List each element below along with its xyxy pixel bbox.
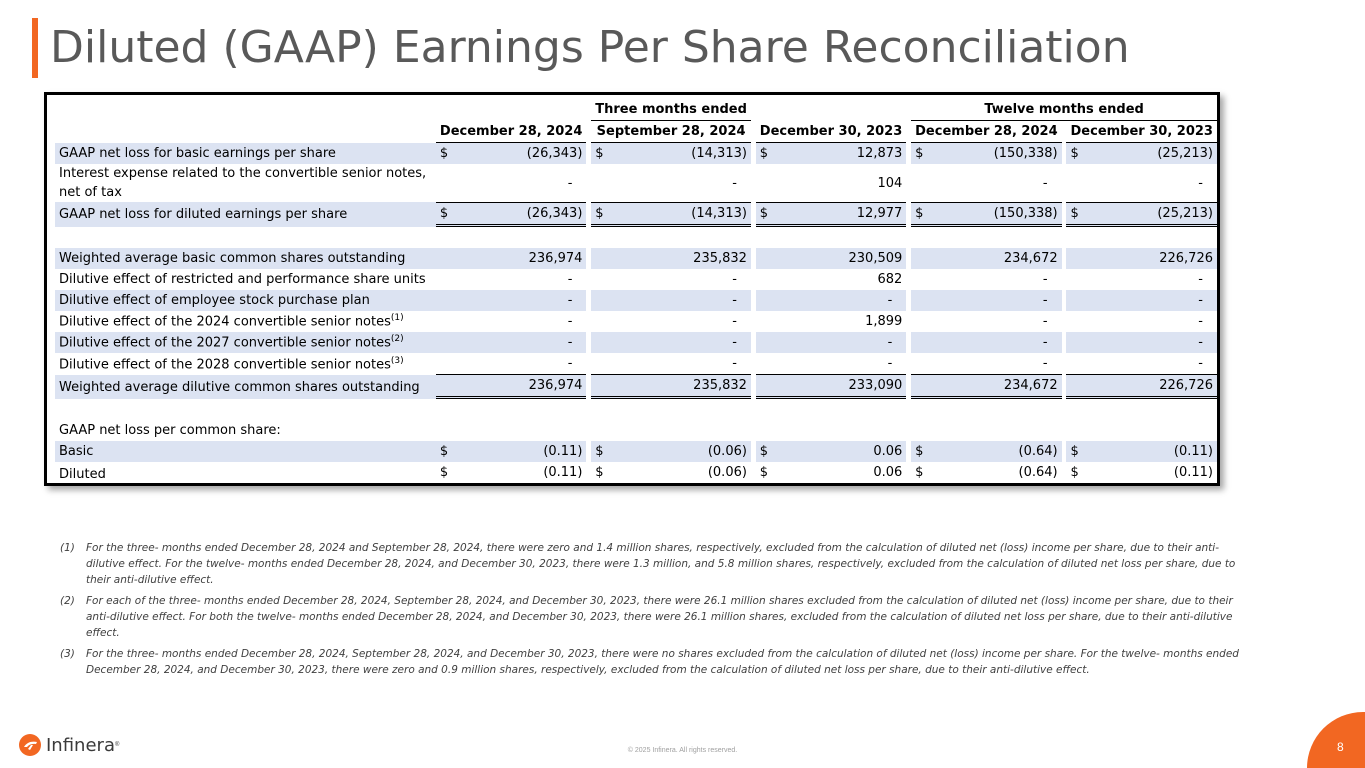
row-label	[55, 290, 436, 311]
cell-value: -	[732, 175, 737, 191]
cell-value: -	[1198, 314, 1203, 329]
footnote-reference: (1)	[390, 313, 404, 324]
row-label-text: Dilutive effect of the 2024 convertible senior notes	[59, 314, 391, 330]
table-row-restricted-units	[55, 269, 1217, 290]
footnotes	[60, 540, 1255, 683]
copyright: © 2025 Infinera. All rights reserved.	[627, 747, 738, 754]
footnote-text: For the three- months ended December 28, 2024, September 28, 2024, and December 30, 2023, there were no shares excluded from the calculation of diluted net (loss) income per share. For the twelve- months ended December 28, 2024, and December 30, 2023, there were zero and 0.9 million shares, respectively, excluded from the calculation of diluted net loss per share, due to their anti-dilutive effect.	[86, 648, 1239, 676]
reconciliation-table-frame	[44, 92, 1220, 486]
table-cell	[1066, 164, 1217, 202]
table-cell	[756, 462, 906, 486]
cell-value: (0.11)	[543, 465, 583, 480]
table-cell	[1066, 311, 1217, 332]
footnote-2	[60, 593, 1255, 641]
row-label-text: GAAP net loss for basic earnings per share	[59, 146, 336, 161]
cell-value: -	[887, 356, 893, 371]
row-label-text: Dilutive effect of the 2027 convertible senior notes	[59, 335, 391, 351]
cell-value: -	[567, 314, 573, 329]
cell-value: 234,672	[1003, 251, 1058, 266]
cell-value: 236,974	[528, 251, 583, 266]
table-row-espp	[55, 290, 1217, 311]
cell-value: 233,090	[848, 378, 903, 393]
cell-value: (0.11)	[1173, 444, 1213, 459]
cell-value: (26,343)	[526, 206, 583, 221]
currency-symbol: $	[759, 465, 769, 480]
currency-symbol: $	[759, 146, 769, 161]
row-label-text: Weighted average basic common shares outstanding	[59, 251, 406, 266]
cell-value: 230,509	[848, 251, 903, 266]
cell-value: 236,974	[528, 378, 583, 393]
table-cell	[911, 290, 1061, 311]
cell-value: (26,343)	[526, 146, 583, 161]
cell-value: -	[1042, 293, 1048, 308]
table-cell	[911, 441, 1061, 462]
cell-value: -	[1042, 314, 1048, 329]
cell-value: -	[1042, 175, 1048, 191]
row-label	[55, 311, 436, 332]
title-accent-bar	[32, 18, 38, 78]
cell-value: -	[732, 272, 737, 287]
cell-value: (25,213)	[1157, 146, 1213, 161]
cell-value: -	[887, 293, 893, 308]
table-cell	[591, 311, 751, 332]
column-header: December 28, 2024	[911, 121, 1061, 143]
table-cell	[1066, 143, 1217, 164]
column-header: December 28, 2024	[436, 121, 586, 143]
currency-symbol: $	[1070, 146, 1079, 161]
footnote-3	[60, 646, 1255, 678]
cell-value: 234,672	[1003, 378, 1058, 393]
cell-value: -	[1042, 272, 1048, 287]
table-row-notes-2027	[55, 332, 1217, 353]
cell-value: -	[732, 293, 737, 308]
table-cell	[436, 462, 586, 486]
row-label-text: Diluted	[59, 466, 106, 482]
table-cell	[436, 143, 586, 164]
table-cell	[1066, 290, 1217, 311]
cell-value: 0.06	[873, 444, 903, 459]
row-label	[55, 202, 436, 227]
table-cell	[591, 353, 751, 375]
row-label	[55, 164, 436, 202]
cell-value: (0.64)	[1018, 444, 1058, 459]
currency-symbol: $	[759, 444, 769, 459]
table-cell	[911, 375, 1061, 399]
cell-value: -	[1198, 293, 1203, 308]
table-cell	[911, 311, 1061, 332]
table-cell	[756, 441, 906, 462]
row-label-text: Basic	[59, 444, 94, 459]
column-header: December 30, 2023	[756, 121, 906, 143]
table-row-basic	[55, 441, 1217, 462]
cell-value: (0.64)	[1018, 465, 1058, 480]
group-header-row	[55, 99, 1217, 121]
cell-value: (0.06)	[707, 444, 747, 459]
table-row-interest-expense	[55, 164, 1217, 202]
table-cell	[591, 290, 751, 311]
table-cell	[436, 441, 586, 462]
table-cell	[756, 143, 906, 164]
table-row-notes-2028	[55, 353, 1217, 375]
footnote-marker: (3)	[60, 648, 75, 660]
currency-symbol: $	[595, 206, 604, 221]
currency-symbol: $	[1070, 465, 1079, 480]
cell-value: 12,977	[856, 206, 903, 221]
table-row-wavg-basic	[55, 248, 1217, 269]
table-cell	[756, 290, 906, 311]
table-cell	[1066, 248, 1217, 269]
cell-value: -	[732, 335, 737, 350]
row-label	[55, 353, 436, 375]
table-cell	[436, 353, 586, 375]
footnote-text: For the three- months ended December 28, 2024 and September 28, 2024, there were zero and 1.4 million shares, respectively, excluded from the calculation of diluted net (loss) income per share, due to their anti-dilutive effect. For the twelve- months ended December 28, 2024, and December 30, 2023, there were 1.3 million, and 5.8 million shares, respectively, excluded from the calculation of diluted net loss per share, due to their anti-dilutive effect.	[86, 542, 1236, 586]
table-cell	[756, 332, 906, 353]
table-cell	[436, 269, 586, 290]
currency-symbol: $	[915, 146, 924, 161]
currency-symbol: $	[439, 146, 449, 161]
row-label-text: Dilutive effect of restricted and performance share units	[59, 272, 426, 287]
table-cell	[911, 353, 1061, 375]
table-row-net-loss-diluted	[55, 202, 1217, 227]
cell-value: -	[1042, 356, 1048, 371]
cell-value: 12,873	[856, 146, 903, 161]
cell-value: 235,832	[693, 251, 747, 266]
cell-value: -	[1198, 272, 1203, 287]
row-label-text: Dilutive effect of the 2028 convertible senior notes	[59, 357, 391, 373]
date-header-row	[55, 121, 1217, 143]
cell-value: 682	[877, 272, 903, 287]
trademark-icon: ®	[114, 742, 120, 748]
table-cell	[756, 375, 906, 399]
group-header-twelve-months: Twelve months ended	[911, 99, 1217, 121]
table-cell	[1066, 332, 1217, 353]
row-label	[55, 462, 436, 486]
table-cell	[591, 462, 751, 486]
cell-value: -	[732, 314, 737, 329]
currency-symbol: $	[595, 146, 604, 161]
column-header: December 30, 2023	[1066, 121, 1217, 143]
currency-symbol: $	[915, 444, 924, 459]
reconciliation-table	[55, 99, 1217, 486]
table-cell	[911, 332, 1061, 353]
currency-symbol: $	[595, 444, 604, 459]
cell-value: -	[887, 335, 893, 350]
spacer-row	[55, 227, 1217, 248]
cell-value: (0.06)	[707, 465, 747, 480]
cell-value: (0.11)	[543, 444, 583, 459]
table-cell	[436, 164, 586, 202]
cell-value: -	[1198, 335, 1203, 350]
table-cell	[756, 164, 906, 202]
row-label	[55, 375, 436, 399]
cell-value: -	[567, 356, 573, 371]
table-row-per-share-header	[55, 420, 1217, 441]
table-cell	[1066, 375, 1217, 399]
table-cell	[1066, 353, 1217, 375]
cell-value: 235,832	[693, 378, 747, 393]
cell-value: -	[567, 272, 573, 287]
table-cell	[1066, 462, 1217, 486]
table-cell	[1066, 441, 1217, 462]
cell-value: 1,899	[865, 314, 903, 329]
page-number-badge	[1307, 712, 1365, 768]
cell-value: (14,313)	[691, 146, 747, 161]
table-cell	[911, 143, 1061, 164]
cell-value: -	[1042, 335, 1048, 350]
table-row-net-loss-basic	[55, 143, 1217, 164]
table-cell	[756, 202, 906, 227]
currency-symbol: $	[915, 206, 924, 221]
cell-value: -	[732, 356, 737, 371]
table-cell	[911, 248, 1061, 269]
currency-symbol: $	[439, 444, 449, 459]
row-label	[55, 269, 436, 290]
table-cell	[591, 332, 751, 353]
cell-value: -	[567, 293, 573, 308]
table-cell	[1066, 202, 1217, 227]
table-cell	[911, 202, 1061, 227]
table-row-diluted	[55, 462, 1217, 486]
currency-symbol: $	[1070, 206, 1079, 221]
currency-symbol: $	[439, 465, 449, 480]
cell-value: -	[1198, 175, 1203, 191]
table-cell	[756, 353, 906, 375]
cell-value: 226,726	[1159, 251, 1213, 266]
table-cell	[436, 248, 586, 269]
currency-symbol: $	[439, 206, 449, 221]
cell-value: (150,338)	[993, 206, 1058, 221]
group-header-three-months: Three months ended	[591, 99, 751, 121]
table-row-notes-2024	[55, 311, 1217, 332]
table-cell	[911, 269, 1061, 290]
row-label	[55, 441, 436, 462]
row-label	[55, 248, 436, 269]
table-cell	[591, 202, 751, 227]
cell-value: -	[567, 335, 573, 350]
footnote-1	[60, 540, 1255, 588]
cell-value: (14,313)	[691, 206, 747, 221]
row-label-text: GAAP net loss for diluted earnings per share	[59, 207, 348, 222]
currency-symbol: $	[759, 206, 769, 221]
table-cell	[436, 332, 586, 353]
table-cell	[436, 290, 586, 311]
table-row-wavg-diluted	[55, 375, 1217, 399]
footnote-text: For each of the three- months ended December 28, 2024, September 28, 2024, and December 30, 2023, there were 26.1 million shares excluded from the calculation of diluted net (loss) income per share, due to their anti-dilutive effect. For both the twelve- months ended December 28, 2024, and December 30, 2023, there were 26.1 million shares, excluded from the calculation of diluted net loss per share, due to their anti-dilutive effect.	[86, 595, 1233, 639]
cell-value: (150,338)	[993, 146, 1058, 161]
table-cell	[1066, 269, 1217, 290]
table-cell	[436, 311, 586, 332]
currency-symbol: $	[915, 465, 924, 480]
cell-value: -	[1198, 356, 1203, 371]
table-cell	[436, 375, 586, 399]
brand-name: Infinera	[46, 734, 115, 756]
table-cell	[591, 375, 751, 399]
row-label: GAAP net loss per common share:	[59, 423, 281, 438]
table-cell	[911, 164, 1061, 202]
table-cell	[756, 269, 906, 290]
row-label-text: Weighted average dilutive common shares outstanding	[59, 379, 420, 395]
cell-value: -	[567, 175, 573, 191]
table-cell	[591, 441, 751, 462]
spacer-row	[55, 399, 1217, 420]
table-cell	[756, 311, 906, 332]
currency-symbol: $	[1070, 444, 1079, 459]
table-cell	[591, 248, 751, 269]
cell-value: (0.11)	[1173, 465, 1213, 480]
footnote-marker: (2)	[60, 595, 75, 607]
table-cell	[436, 202, 586, 227]
row-label	[55, 332, 436, 353]
table-cell	[591, 164, 751, 202]
table-cell	[756, 248, 906, 269]
currency-symbol: $	[595, 465, 604, 480]
column-header: September 28, 2024	[591, 121, 751, 143]
cell-value: 0.06	[873, 465, 903, 480]
cell-value: 226,726	[1159, 378, 1213, 393]
page-title: Diluted (GAAP) Earnings Per Share Reconciliation	[50, 22, 1130, 73]
footnote-reference: (3)	[390, 355, 404, 366]
cell-value: 104	[877, 175, 903, 191]
row-label	[55, 143, 436, 164]
cell-value: (25,213)	[1157, 206, 1213, 221]
footnote-reference: (2)	[390, 334, 404, 345]
row-label-text: Dilutive effect of employee stock purchase plan	[59, 293, 370, 308]
page-number: 8	[1337, 740, 1344, 754]
row-label-text: Interest expense related to the convertible senior notes, net of tax	[59, 166, 427, 200]
footnote-marker: (1)	[60, 542, 75, 554]
table-cell	[591, 143, 751, 164]
table-cell	[591, 269, 751, 290]
table-cell	[911, 462, 1061, 486]
